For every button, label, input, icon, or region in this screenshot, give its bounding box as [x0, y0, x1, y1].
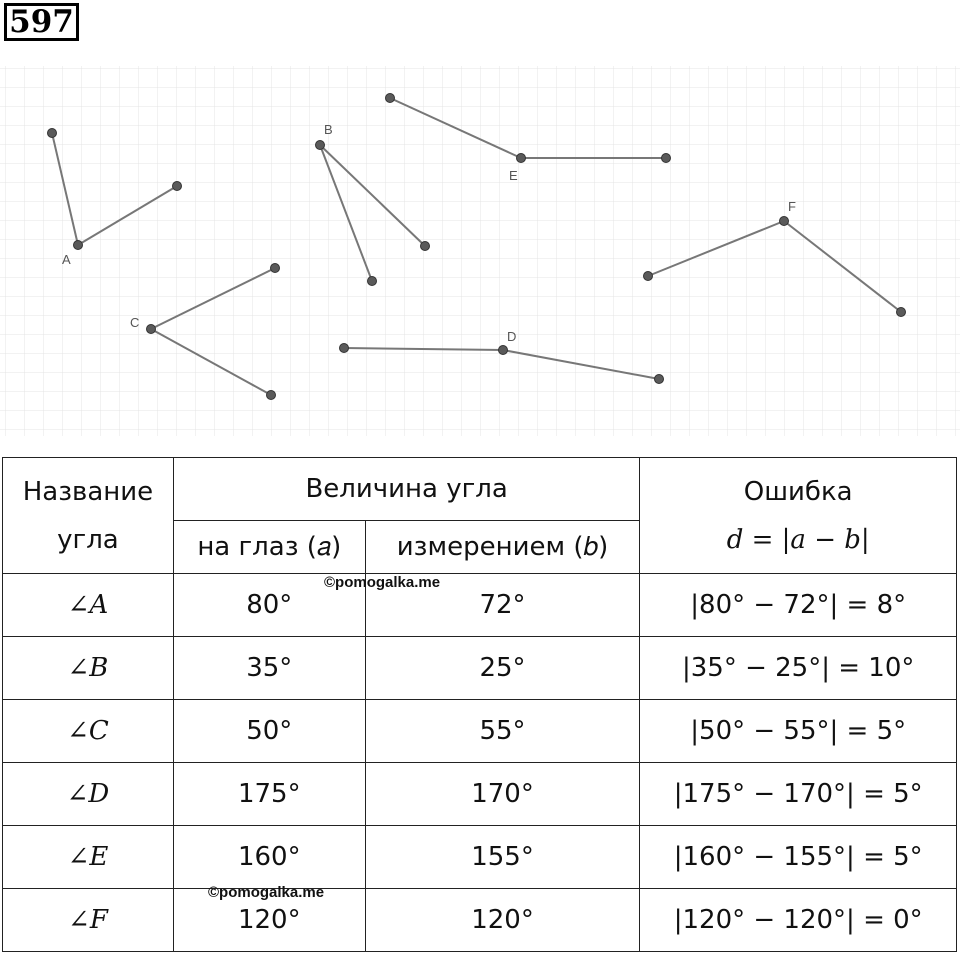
angle-figure-svg	[0, 66, 960, 436]
eye-value-cell: 50°	[173, 700, 365, 763]
point	[267, 391, 276, 400]
header-angle-name-line1: Название	[22, 476, 154, 507]
point	[48, 129, 57, 138]
vertex-c	[147, 325, 156, 334]
table-row	[3, 826, 957, 889]
table-row	[3, 574, 957, 637]
measured-value-cell: 155°	[365, 826, 640, 889]
header-angle-value: Величина угла	[173, 458, 639, 521]
point	[271, 264, 280, 273]
eye-value-cell: 160°	[173, 826, 365, 889]
eye-value-cell: 35°	[173, 637, 365, 700]
eye-value-cell: 175°	[173, 763, 365, 826]
angle-figure	[0, 66, 960, 436]
measured-value-cell: 25°	[365, 637, 640, 700]
header-error-formula: 𝑑 = |𝑎 − 𝑏|	[726, 524, 870, 555]
table-row	[3, 700, 957, 763]
point	[340, 344, 349, 353]
angle-name-cell: ∠𝐹	[3, 889, 174, 952]
point	[173, 182, 182, 191]
vertex-f	[780, 217, 789, 226]
vertex-b	[316, 141, 325, 150]
measured-value-cell: 170°	[365, 763, 640, 826]
label-b: B	[324, 122, 333, 137]
watermark: ©pomogalka.me	[208, 884, 325, 901]
label-f: F	[788, 199, 796, 214]
header-error-line1: Ошибка	[743, 476, 853, 507]
label-e: E	[509, 168, 518, 183]
table-row	[3, 637, 957, 700]
header-row-1	[3, 458, 957, 521]
error-value-cell: |120° − 120°| = 0°	[640, 889, 957, 952]
point	[421, 242, 430, 251]
point	[368, 277, 377, 286]
eye-value-cell: 80°	[173, 574, 365, 637]
header-error	[640, 458, 957, 574]
angle-name-cell: ∠𝐵	[3, 637, 174, 700]
angle-name-cell: ∠𝐷	[3, 763, 174, 826]
angle-name-cell: ∠𝐸	[3, 826, 174, 889]
error-value-cell: |50° − 55°| = 5°	[640, 700, 957, 763]
point	[655, 375, 664, 384]
angle-name-cell: ∠𝐴	[3, 574, 174, 637]
angle-name-cell: ∠𝐶	[3, 700, 174, 763]
measured-value-cell: 72°	[365, 574, 640, 637]
label-d: D	[507, 329, 517, 344]
watermark: ©pomogalka.me	[324, 574, 441, 591]
header-by-eye: на глаз (𝑎)	[173, 521, 365, 574]
vertex-a	[74, 241, 83, 250]
label-a: A	[62, 252, 71, 267]
eye-value-cell: 120°	[173, 889, 365, 952]
point	[897, 308, 906, 317]
grid-background	[0, 66, 960, 436]
vertex-d	[499, 346, 508, 355]
header-by-measure: измерением (𝑏)	[365, 521, 640, 574]
label-c: C	[130, 315, 140, 330]
results-table	[2, 457, 957, 952]
table-row	[3, 763, 957, 826]
point	[644, 272, 653, 281]
header-angle-name	[3, 458, 174, 574]
point	[662, 154, 671, 163]
error-value-cell: |160° − 155°| = 5°	[640, 826, 957, 889]
error-value-cell: |35° − 25°| = 10°	[640, 637, 957, 700]
header-angle-name-line2: угла	[57, 524, 119, 555]
error-value-cell: |80° − 72°| = 8°	[640, 574, 957, 637]
measured-value-cell: 55°	[365, 700, 640, 763]
error-value-cell: |175° − 170°| = 5°	[640, 763, 957, 826]
table-row	[3, 889, 957, 952]
point	[386, 94, 395, 103]
vertex-e	[517, 154, 526, 163]
problem-number: 597	[4, 3, 79, 41]
measured-value-cell: 120°	[365, 889, 640, 952]
